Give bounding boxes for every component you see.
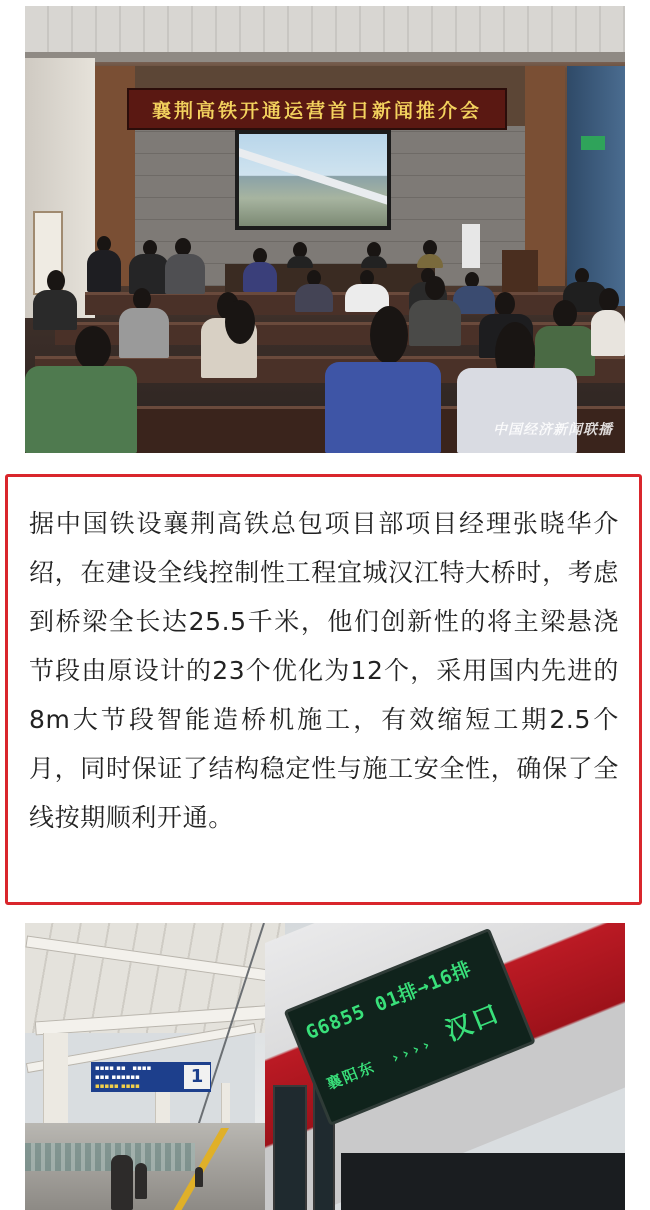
news-watermark: 中国经济新闻联播: [493, 422, 613, 438]
audience-body: [243, 262, 277, 292]
audience-body: [87, 250, 121, 292]
article-paragraph: 据中国铁设襄荆高铁总包项目部项目经理张晓华介绍，在建设全线控制性工程宜城汉江特大桥时，考虑到桥梁全长达25.5千米，他们创新性的将主梁悬浇节段由原设计的23个优化为12个，采用国内先进的8m大节段智能造桥机施工，有效缩短工期2.5个月，同时保证了结构稳定性与施工安全性，确保了全线按期顺利开通。: [29, 509, 619, 832]
audience-head: [553, 300, 577, 328]
ceiling: [25, 6, 625, 58]
audience-body: [325, 362, 441, 453]
press-conference-photo: [25, 6, 625, 453]
led-origin: 襄阳东: [324, 1057, 379, 1094]
ceiling-edge: [25, 52, 625, 62]
speaker-body: [287, 256, 313, 268]
led-destination: 汉口: [441, 998, 505, 1048]
audience-head: [133, 288, 151, 310]
audience-body: [165, 254, 205, 294]
audience-body: [129, 254, 169, 294]
audience-body: [457, 368, 577, 453]
passenger: [111, 1155, 133, 1210]
platform-info-sign: ▪▪▪▪ ▪▪ ▪▪▪▪ ▪▪▪ ▪▪▪▪▪▪ ▪▪▪▪▪ ▪▪▪▪: [91, 1062, 211, 1092]
bridge-image: [239, 134, 387, 226]
train-lower-windows: [341, 1153, 625, 1210]
conference-banner: 襄荆高铁开通运营首日新闻推介会: [127, 88, 507, 130]
projection-screen: [235, 130, 391, 230]
led-train-number: G6855: [302, 1000, 369, 1045]
audience-head: [495, 292, 515, 316]
audience-head: [599, 288, 619, 312]
audience-body: [591, 310, 625, 356]
audience-body: [33, 290, 77, 330]
highlighted-quote-box: [5, 474, 642, 905]
passenger: [195, 1167, 203, 1187]
audience-head: [370, 306, 408, 364]
audience-head: [425, 276, 445, 300]
audience-head: [47, 270, 65, 292]
audience-body: [295, 284, 333, 312]
audience-head: [225, 300, 255, 344]
train-door-window: [273, 1085, 307, 1210]
audience-body: [119, 308, 169, 358]
exit-sign: [581, 136, 605, 150]
led-car-range: 01排→16排: [371, 957, 475, 1017]
audience-body: [409, 300, 461, 346]
platform-number-sign: 1: [184, 1065, 210, 1089]
platform-fence: [25, 1143, 195, 1171]
air-conditioner: [462, 224, 480, 268]
audience-head: [75, 326, 111, 370]
passenger: [135, 1163, 147, 1199]
led-arrows: ››››: [387, 1034, 436, 1068]
audience-body: [25, 366, 137, 453]
speaker-body: [361, 256, 387, 268]
